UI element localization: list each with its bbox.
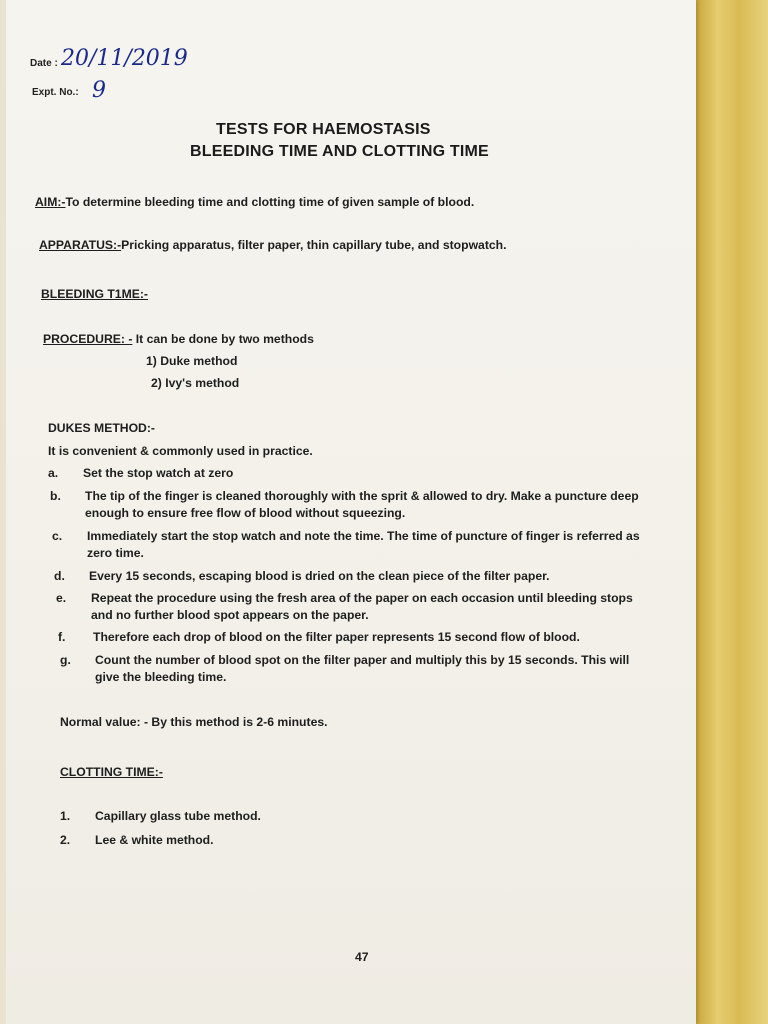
- method-text: Lee & white method.: [95, 833, 214, 847]
- dukes-intro: It is convenient & commonly used in practice.: [48, 444, 313, 458]
- title-line2: BLEEDING TIME AND CLOTTING TIME: [190, 143, 489, 160]
- step-text: Count the number of blood spot on the filter paper and multiply this by 15 seconds. This will give the bleeding time.: [95, 653, 630, 684]
- step-marker: c.: [52, 529, 63, 543]
- date-value: 20/11/2019: [61, 46, 188, 71]
- aim-line: [35, 195, 474, 209]
- normal-value: Normal value: - By this method is 2-6 minutes.: [60, 715, 328, 729]
- procedure-method-1: 1) Duke method: [146, 354, 238, 368]
- method-marker: 1.: [60, 809, 71, 823]
- expt-value: 9: [92, 78, 106, 103]
- title-line1: TESTS FOR HAEMOSTASIS: [216, 121, 431, 138]
- step-text: Every 15 seconds, escaping blood is dried on the clean piece of the filter paper.: [89, 569, 550, 583]
- step-marker: g.: [60, 653, 71, 667]
- step-marker: b.: [50, 489, 61, 503]
- step-text: Repeat the procedure using the fresh area of the paper on each occasion until bleeding stops and no further blood spot appears on the paper.: [91, 591, 633, 622]
- aim-label: AIM:-: [35, 195, 66, 209]
- procedure-label: PROCEDURE: -: [43, 332, 133, 346]
- step-text: Immediately start the stop watch and note the time. The time of puncture of finger is referred as zero time.: [87, 529, 640, 560]
- step-marker: e.: [56, 591, 67, 605]
- method-text: Capillary glass tube method.: [95, 809, 261, 823]
- step-text: The tip of the finger is cleaned thoroughly with the sprit & allowed to dry. Make a puncture deep enough to ensure free flow of blood without squeezing.: [85, 489, 639, 520]
- step-text: Set the stop watch at zero: [83, 466, 234, 480]
- date-label: Date :: [30, 58, 58, 69]
- step-text: Therefore each drop of blood on the filter paper represents 15 second flow of blood.: [93, 630, 580, 644]
- bleeding-time-heading: BLEEDING T1ME:-: [41, 287, 148, 301]
- binder-edge: [696, 0, 768, 1024]
- expt-label: Expt. No.:: [32, 87, 79, 98]
- procedure-line: [43, 332, 314, 346]
- step-marker: d.: [54, 569, 65, 583]
- aim-text: To determine bleeding time and clotting time of given sample of blood.: [65, 195, 475, 209]
- apparatus-line: [39, 238, 507, 252]
- step-marker: f.: [58, 630, 66, 644]
- document-page: [6, 0, 696, 1024]
- method-marker: 2.: [60, 833, 71, 847]
- procedure-method-2: 2) Ivy's method: [151, 376, 240, 390]
- dukes-heading: DUKES METHOD:-: [48, 421, 155, 435]
- apparatus-text: Pricking apparatus, filter paper, thin capillary tube, and stopwatch.: [121, 238, 507, 252]
- page-number: 47: [355, 950, 369, 964]
- step-marker: a.: [48, 466, 59, 480]
- clotting-time-heading: CLOTTING TIME:-: [60, 765, 163, 779]
- apparatus-label: APPARATUS:-: [39, 238, 122, 252]
- procedure-text: It can be done by two methods: [132, 332, 314, 346]
